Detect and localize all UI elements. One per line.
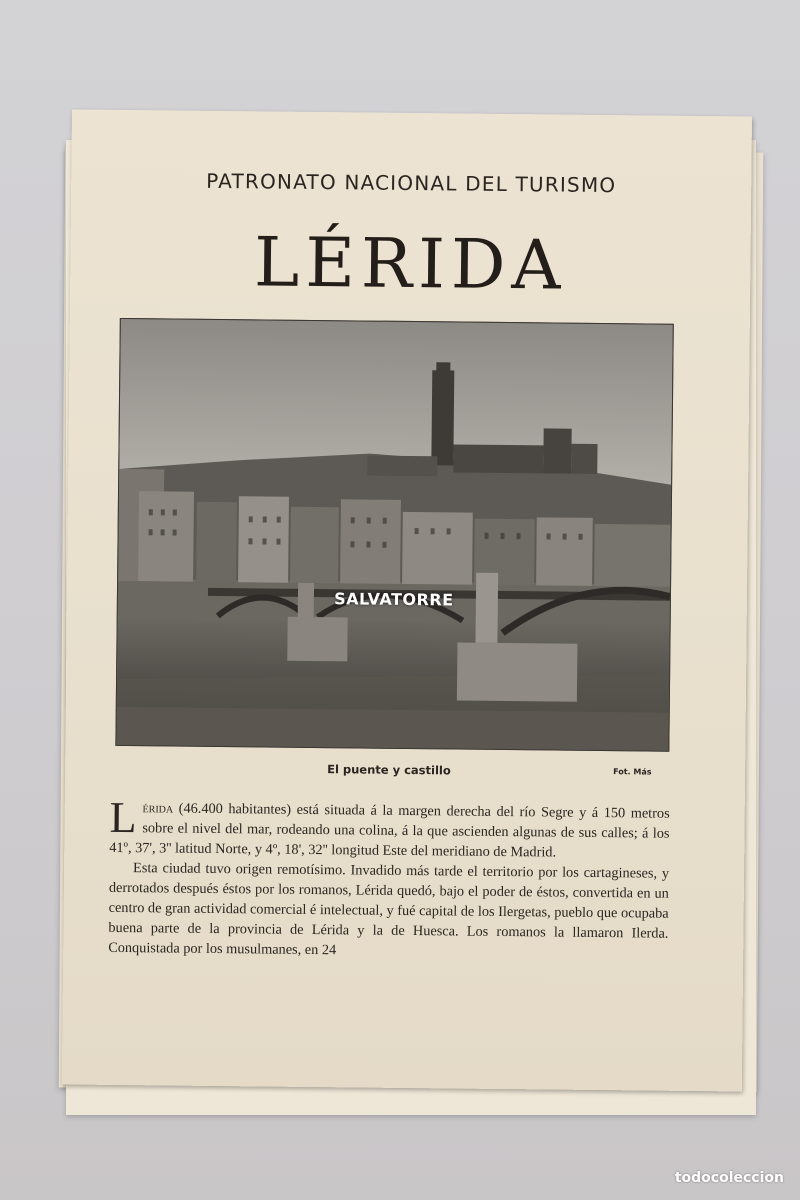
brochure-page <box>62 109 752 1091</box>
paragraph-history: Esta ciudad tuvo origen remotísimo. Invadido más tarde el territorio por los cartagineses, y derrotados después éstos por los romanos, Lérida quedó, bajo el poder de éstos, convertida en un centro de gran actividad comercial é intelectual, y fué capital de los Ilergetas, pueblo que ocupaba buena parte de la provincia de Lérida y la de Huesca. Los romanos la llamaron Ilerda. Conquistada por los musulmanes, en 24 <box>108 860 670 959</box>
photo-credit: Fot. Más <box>613 767 652 777</box>
body-text <box>108 792 670 964</box>
photo-caption: El puente y castillo <box>327 762 451 778</box>
cathedral-tower <box>431 370 454 465</box>
paragraph-intro-text: (46.400 habitantes) está situada á la margen derecha del río Segre y á 150 metros sobre el nivel del mar, rodeando una colina, á la que ascienden algunas de sus calles; á los 41º, 37', 3'' latitud Norte, y 4º, 18', 32'' longitud Este del meridiano de Madrid. <box>109 800 670 861</box>
page-header: PATRONATO NACIONAL DEL TURISMO <box>206 168 617 198</box>
photo-illustration <box>116 319 672 751</box>
paragraph-intro <box>109 792 670 864</box>
photo-bridge-castle <box>115 318 673 752</box>
page-title: LÉRIDA <box>253 223 568 306</box>
watermark-text: SALVATORRE <box>334 589 454 610</box>
city-name-smallcaps: érida <box>142 800 174 817</box>
site-brand-watermark: todocoleccion <box>674 1170 784 1186</box>
drop-cap: L <box>109 792 137 843</box>
